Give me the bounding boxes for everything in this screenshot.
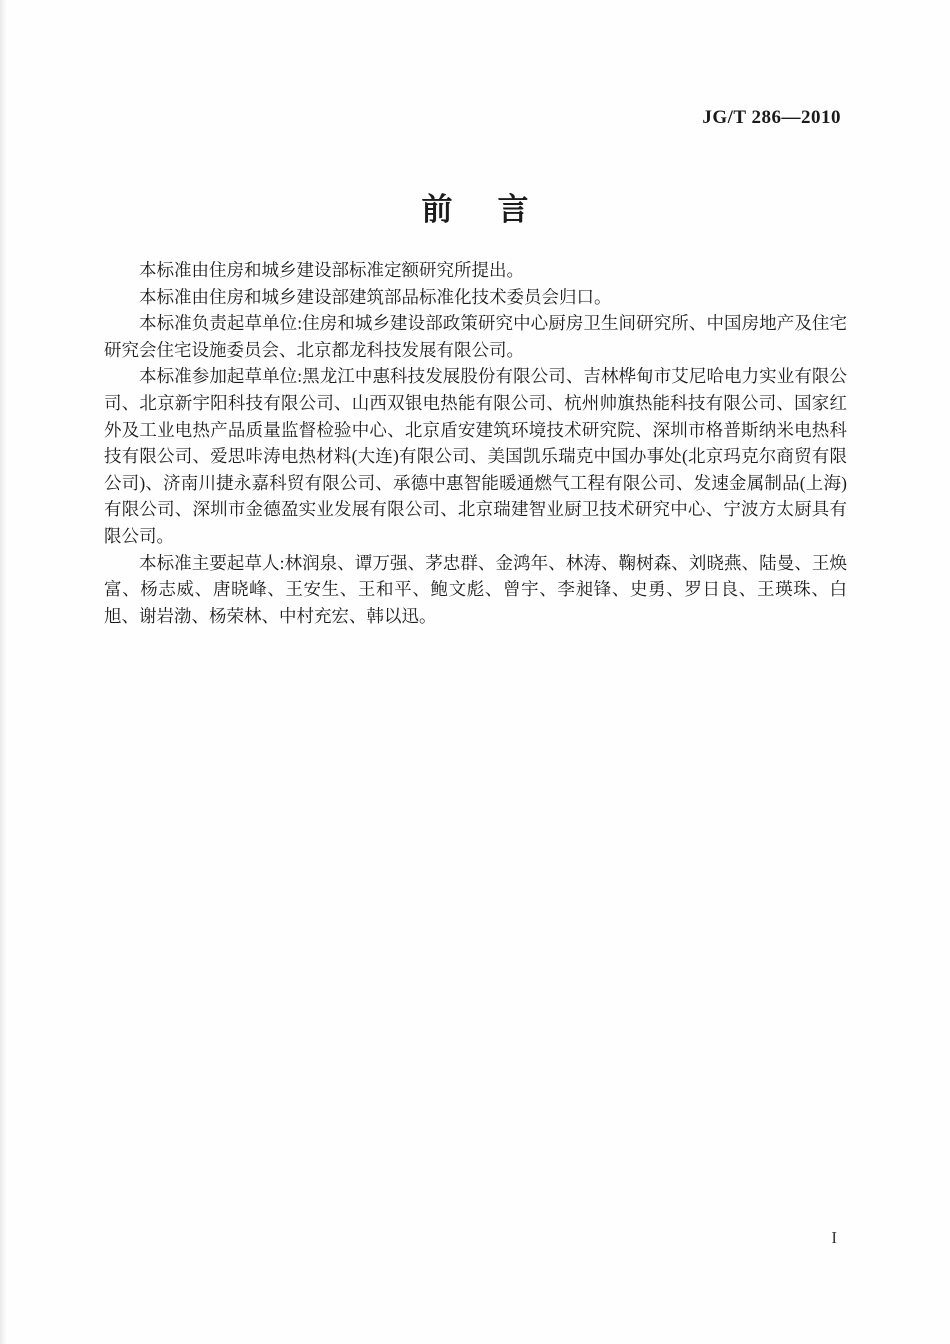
paragraph-issued-by: 本标准由住房和城乡建设部标准定额研究所提出。: [139, 260, 524, 280]
paragraph-centralized-by: 本标准由住房和城乡建设部建筑部品标准化技术委员会归口。: [139, 286, 612, 307]
page-number: I: [831, 1228, 837, 1247]
page-title: 前言: [421, 192, 574, 227]
standard-number: JG/T 286—2010: [702, 107, 841, 128]
paragraph-participating-drafting-organizations: 本标准参加起草单位:黑龙江中惠科技发展股份有限公司、吉林桦甸市艾尼哈电力实业有限公司、北京新宇阳科技有限公司、山西双银电热能有限公司、杭州帅旗热能科技有限公司、国家红外及工业电热产品质量监督检验中心、北京盾安建筑环境技术研究院、深圳市格普斯纳米电热科技有限公司、爱思咔涛电热材料(大连)有限公司、美国凯乐瑞克中国办事处(北京玛克尔商贸有限公司)、济南川捷永嘉科贸有限公司、承德中惠智能暖通燃气工程有限公司、发速金属制品(上海)有限公司、深圳市金德盈实业发展有限公司、北京瑞建智业厨卫技术研究中心、宁波方太厨具有限公司。: [104, 366, 847, 546]
paragraph-chief-drafting-organizations: 本标准负责起草单位:住房和城乡建设部政策研究中心厨房卫生间研究所、中国房地产及住宅研究会住宅设施委员会、北京都龙科技发展有限公司。: [104, 313, 847, 360]
foreword-body: [104, 257, 847, 629]
paragraph-chief-drafters: 本标准主要起草人:林润泉、谭万强、茅忠群、金鸿年、林涛、鞠树森、刘晓燕、陆曼、王焕富、杨志威、唐晓峰、王安生、王和平、鲍文彪、曾宇、李昶锋、史勇、罗日良、王瑛珠、白旭、谢岩渤、杨荣林、中村充宏、韩以迅。: [104, 552, 847, 626]
